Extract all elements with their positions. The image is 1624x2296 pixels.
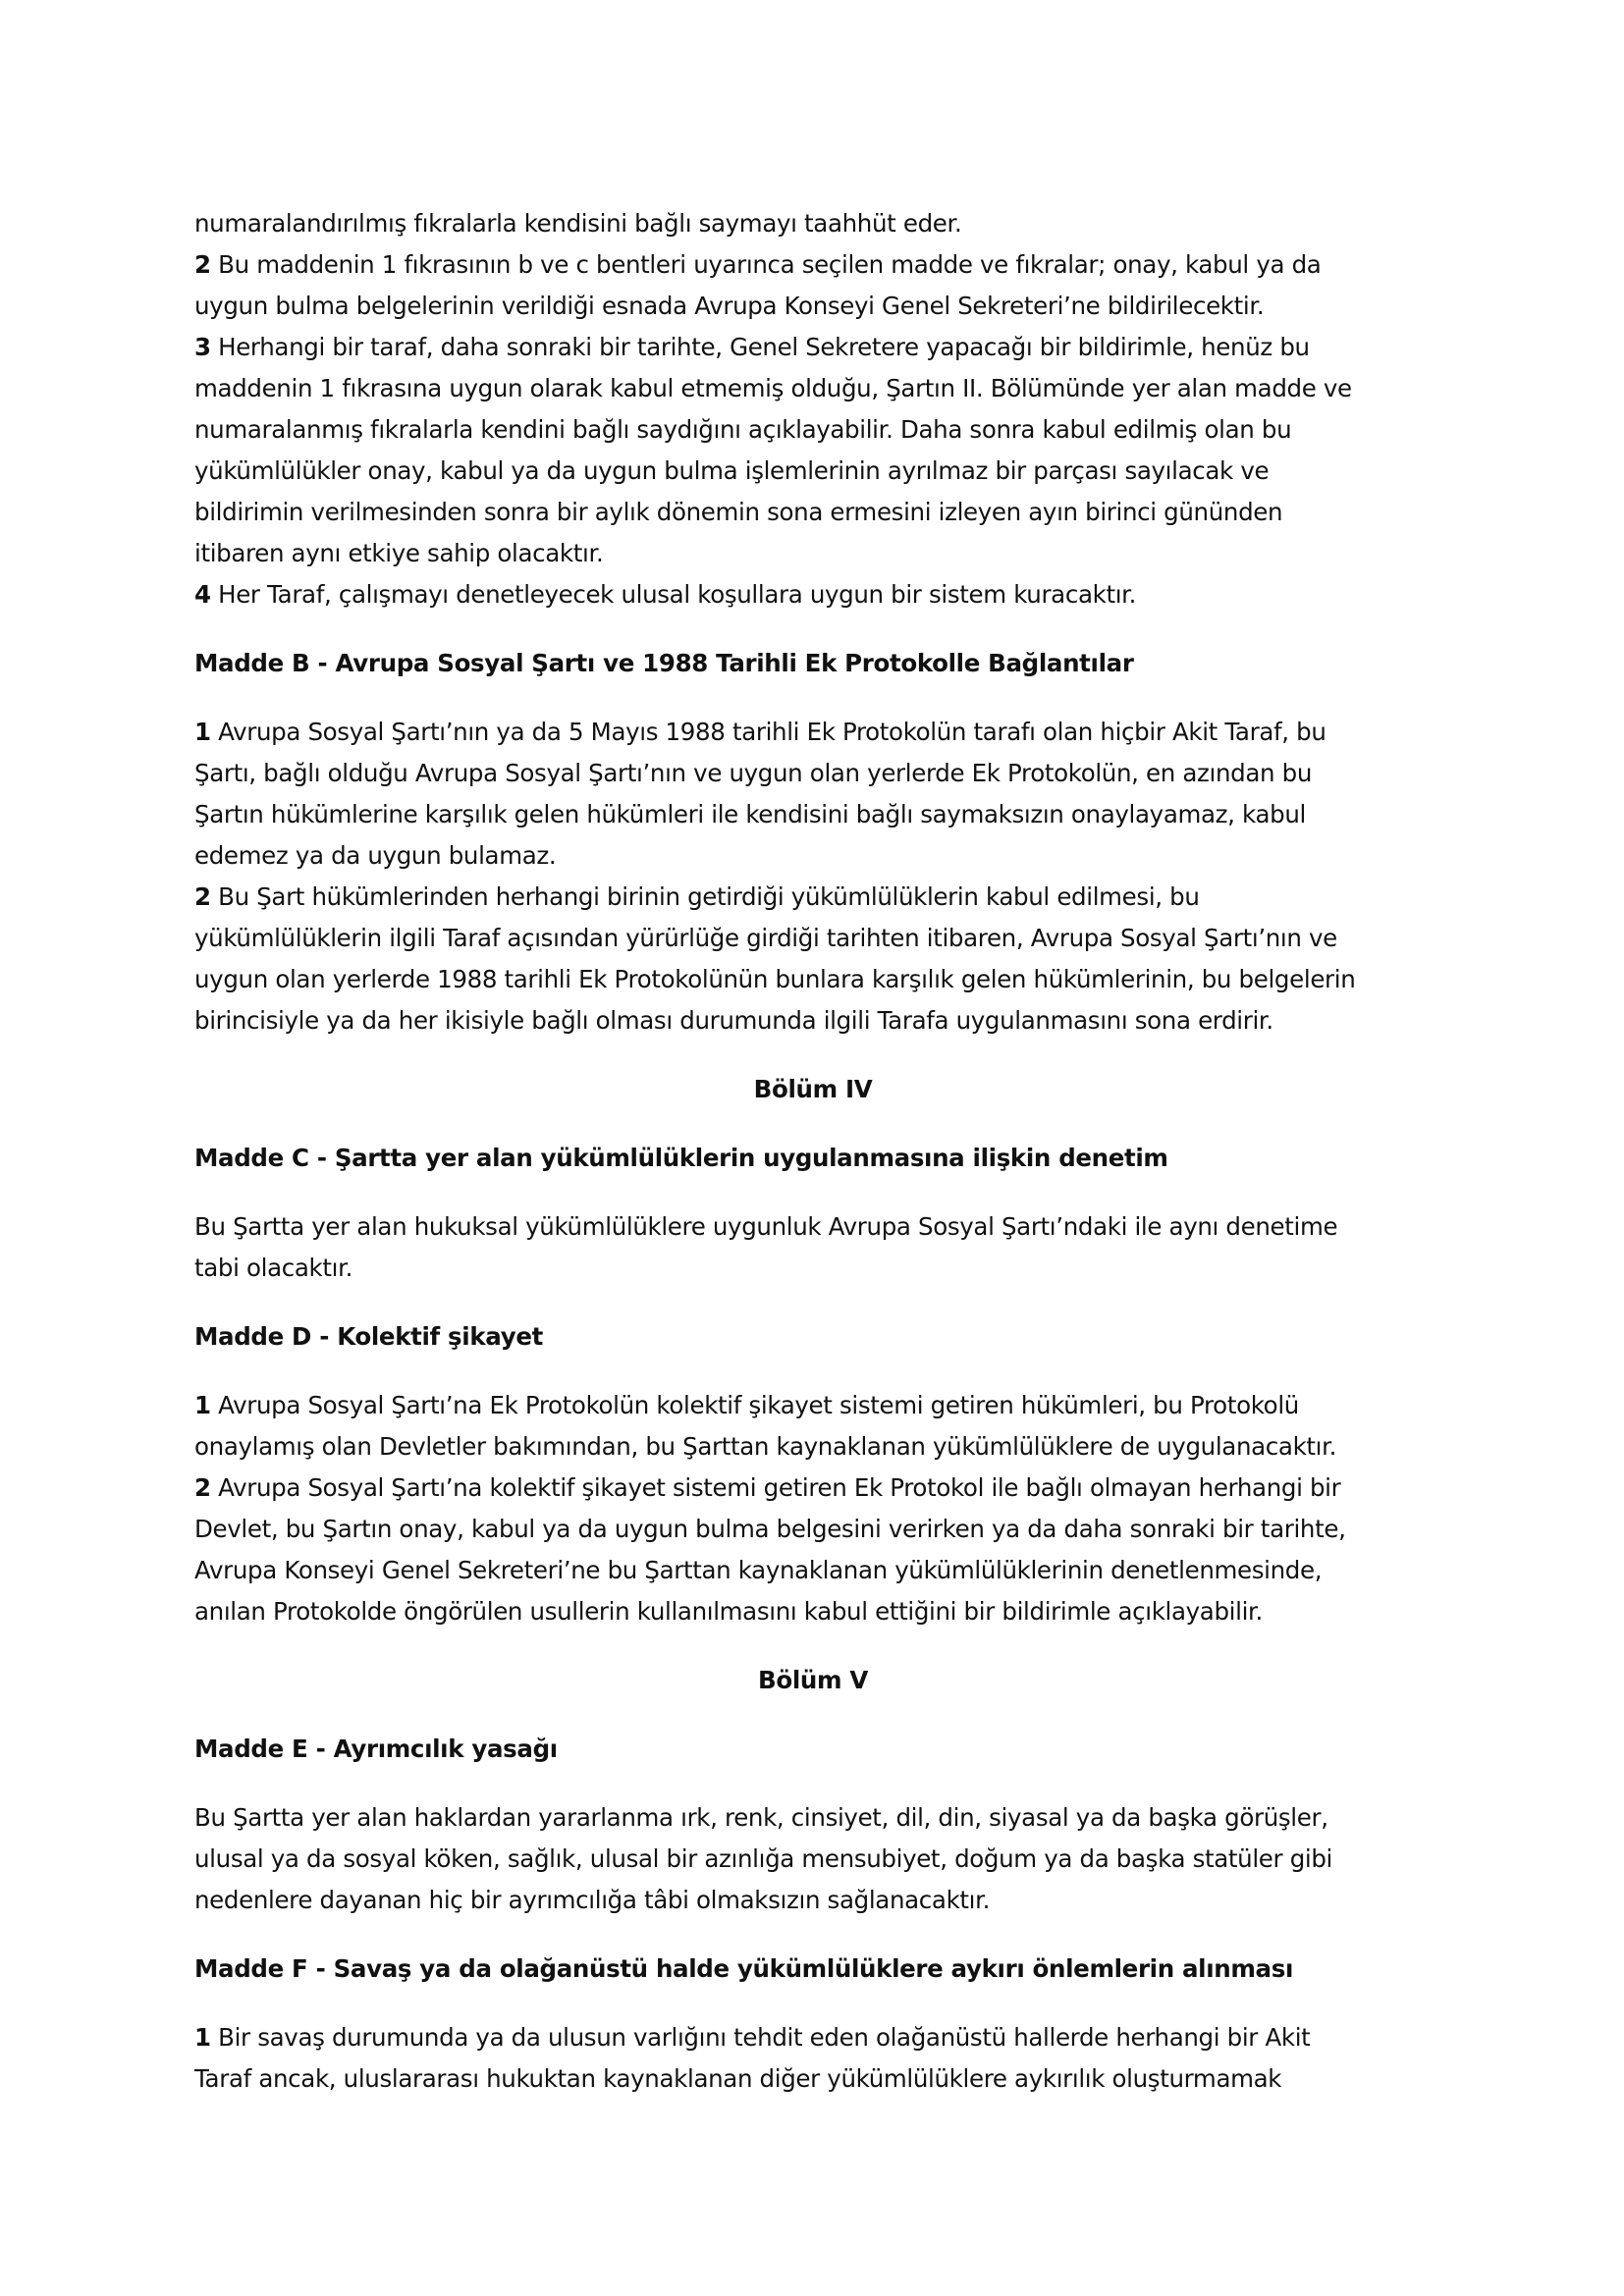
paragraph-number: 4 <box>194 580 211 609</box>
article-d <box>194 1316 1461 1632</box>
article-heading: Madde B - Avrupa Sosyal Şartı ve 1988 Tarihli Ek Protokolle Bağlantılar <box>194 649 1134 677</box>
text-line: Bu Şartta yer alan hukuksal yükümlülüklere uygunluk Avrupa Sosyal Şartı’ndaki ile aynı denetime <box>194 1212 1338 1241</box>
article-heading: Madde F - Savaş ya da olağanüstü halde yükümlülüklere aykırı önlemlerin alınması <box>194 1954 1294 1983</box>
text-line: Taraf ancak, uluslararası hukuktan kaynaklanan diğer yükümlülüklere aykırılık oluşturmamak <box>194 2064 1282 2093</box>
paragraph-2 <box>194 877 1461 1041</box>
text-line: numaralanmış fıkralarla kendini bağlı saydığını açıklayabilir. Daha sonra kabul edilmiş olan bu <box>194 415 1292 444</box>
paragraph-number: 2 <box>194 882 211 911</box>
paragraph-1 <box>194 1385 1461 1468</box>
text-line: numaralandırılmış fıkralarla kendisini bağlı saymayı taahhüt eder. <box>194 209 962 238</box>
text-line: tabi olacaktır. <box>194 1254 353 1282</box>
article-e <box>194 1729 1461 1921</box>
section-heading-v: Bölüm V <box>758 1666 868 1694</box>
article-heading: Madde E - Ayrımcılık yasağı <box>194 1735 558 1763</box>
paragraph-number: 3 <box>194 333 211 361</box>
document-page <box>194 203 1461 2100</box>
text-line: Bu maddenin 1 fıkrasının b ve c bentleri uyarınca seçilen madde ve fıkralar; onay, kabul ya da <box>210 250 1322 279</box>
text-line: nedenlere dayanan hiç bir ayrımcılığa tâbi olmaksızın sağlanacaktır. <box>194 1886 991 1914</box>
text-line: itibaren aynı etkiye sahip olacaktır. <box>194 539 604 567</box>
text-line: Avrupa Sosyal Şartı’nın ya da 5 Mayıs 1988 tarihli Ek Protokolün tarafı olan hiçbir Akit Taraf, bu <box>210 718 1326 746</box>
article-b <box>194 643 1461 1041</box>
text-line: Şartı, bağlı olduğu Avrupa Sosyal Şartı’nın ve uygun olan yerlerde Ek Protokolün, en azından bu <box>194 759 1313 787</box>
paragraph-2 <box>194 1468 1461 1632</box>
text-line: edemez ya da uygun bulamaz. <box>194 841 557 870</box>
paragraph-number: 2 <box>194 250 211 279</box>
text-line: Avrupa Sosyal Şartı’na Ek Protokolün kolektif şikayet sistemi getiren hükümleri, bu Protokolü <box>210 1391 1299 1419</box>
text-line: anılan Protokolde öngörülen usullerin kullanılmasını kabul ettiğini bir bildirimle açıklayabilir. <box>194 1597 1263 1626</box>
text-line: uygun olan yerlerde 1988 tarihli Ek Protokolünün bunlara karşılık gelen hükümlerinin, bu belgelerin <box>194 965 1356 993</box>
text-line: Avrupa Konseyi Genel Sekreteri’ne bu Şarttan kaynaklanan yükümlülüklerinin denetlenmesinde, <box>194 1556 1323 1584</box>
article-continuation <box>194 203 1461 615</box>
text-line: Her Taraf, çalışmayı denetleyecek ulusal koşullara uygun bir sistem kuracaktır. <box>210 580 1137 609</box>
paragraph-number: 2 <box>194 1473 211 1502</box>
text-line: maddenin 1 fıkrasına uygun olarak kabul etmemiş olduğu, Şartın II. Bölümünde yer alan madde ve <box>194 374 1352 402</box>
section-heading-iv: Bölüm IV <box>753 1075 873 1103</box>
text-line: yükümlülüklerin ilgili Taraf açısından yürürlüğe girdiği tarihten itibaren, Avrupa Sosyal Şartı’nın ve <box>194 924 1337 952</box>
text-line: Herhangi bir taraf, daha sonraki bir tarihte, Genel Sekretere yapacağı bir bildirimle, henüz bu <box>210 333 1310 361</box>
paragraph-number: 1 <box>194 2023 211 2052</box>
paragraph-number: 1 <box>194 1391 211 1419</box>
text-line: Şartın hükümlerine karşılık gelen hükümleri ile kendisini bağlı saymaksızın onaylayamaz, kabul <box>194 800 1306 828</box>
text-line: Devlet, bu Şartın onay, kabul ya da uygun bulma belgesini verirken ya da daha sonraki bir tarihte, <box>194 1515 1346 1543</box>
paragraph-1 <box>194 712 1461 877</box>
text-line: birincisiyle ya da her ikisiyle bağlı olması durumunda ilgili Tarafa uygulanmasını sona erdirir. <box>194 1006 1273 1035</box>
text-line: Bu Şartta yer alan haklardan yararlanma ırk, renk, cinsiyet, dil, din, siyasal ya da başka görüşler, <box>194 1803 1328 1832</box>
text-line: bildirimin verilmesinden sonra bir aylık dönemin sona ermesini izleyen ayın birinci gününden <box>194 498 1283 526</box>
paragraph-4 <box>194 574 1461 615</box>
text-line: ulusal ya da sosyal köken, sağlık, ulusal bir azınlığa mensubiyet, doğum ya da başka statüler gibi <box>194 1844 1333 1873</box>
text-line: Bu Şart hükümlerinden herhangi birinin getirdiği yükümlülüklerin kabul edilmesi, bu <box>210 882 1200 911</box>
paragraph-3 <box>194 327 1461 574</box>
text-line: onaylamış olan Devletler bakımından, bu Şarttan kaynaklanan yükümlülüklere de uygulanacaktır. <box>194 1432 1337 1461</box>
article-c <box>194 1138 1461 1289</box>
text-line: Bir savaş durumunda ya da ulusun varlığını tehdit eden olağanüstü hallerde herhangi bir Akit <box>210 2023 1311 2052</box>
paragraph-2 <box>194 244 1461 327</box>
paragraph-number: 1 <box>194 718 211 746</box>
article-heading: Madde D - Kolektif şikayet <box>194 1322 543 1351</box>
article-heading: Madde C - Şartta yer alan yükümlülüklerin uygulanmasına ilişkin denetim <box>194 1144 1168 1172</box>
paragraph-1 <box>194 2017 1461 2100</box>
text-line: yükümlülükler onay, kabul ya da uygun bulma işlemlerinin ayrılmaz bir parçası sayılacak ve <box>194 456 1270 485</box>
article-f <box>194 1949 1461 2100</box>
text-line: Avrupa Sosyal Şartı’na kolektif şikayet sistemi getiren Ek Protokol ile bağlı olmayan herhangi bir <box>210 1473 1341 1502</box>
text-line: uygun bulma belgelerinin verildiği esnada Avrupa Konseyi Genel Sekreteri’ne bildirilecektir. <box>194 292 1265 320</box>
